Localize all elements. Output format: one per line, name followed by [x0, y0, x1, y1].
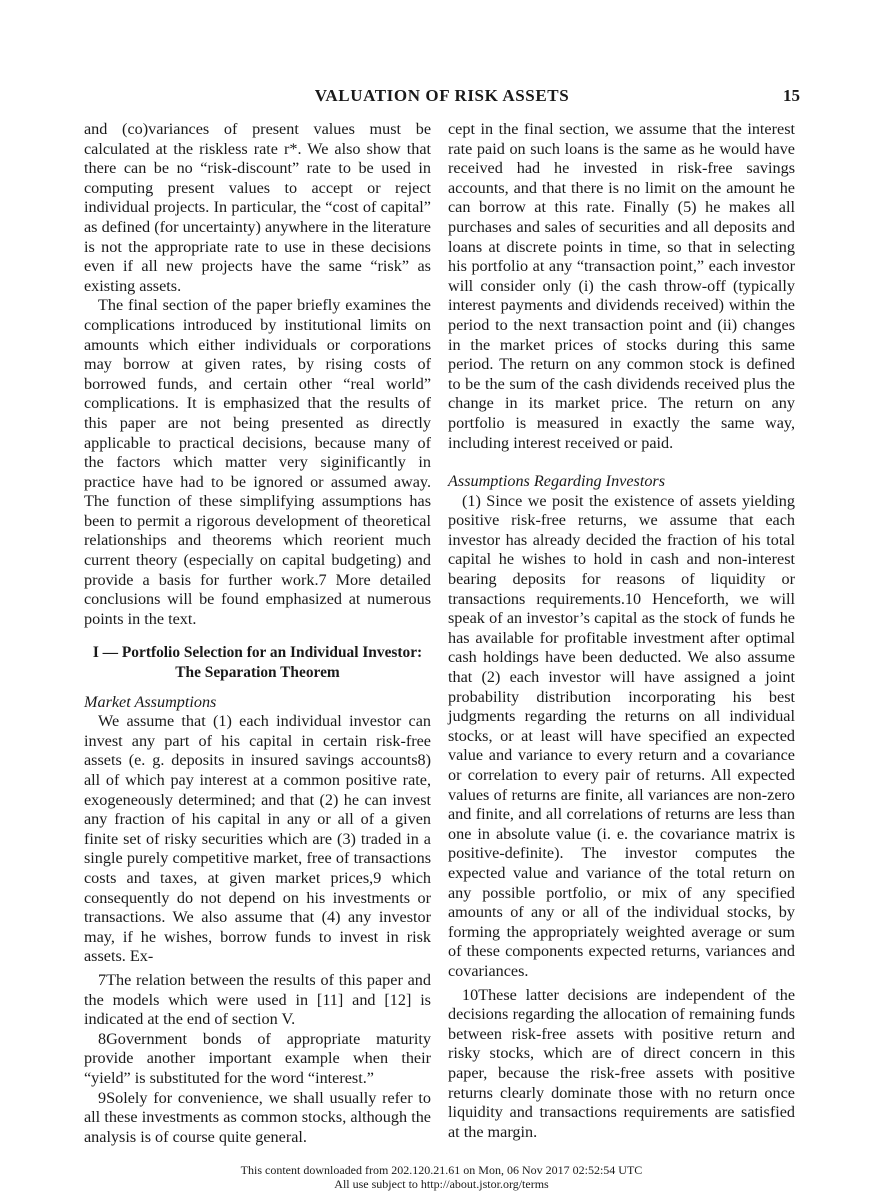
- section-heading-line-1: I — Portfolio Selection for an Individual Investor:: [92, 644, 423, 662]
- right-column: [448, 120, 795, 1142]
- section-heading-line-2: The Separation Theorem: [175, 664, 340, 682]
- article-title: VALUATION OF RISK ASSETS: [314, 86, 570, 105]
- footnote-8: 8Government bonds of appropriate maturity provide another important example when their “yield” is substituted for the word “interest.”: [84, 1029, 431, 1087]
- left-paragraph-3: We assume that (1) each individual investor can invest any part of his capital in certain risk-free assets (e. g. deposits in insured savings accounts8) all of which pay interest at a common positive rate, exogeneously determined; and that (2) he can invest any fraction of his capital in any or all of a given finite set of risky securities which are (3) traded in a single purely competitive market, free of transactions costs and taxes, at given market prices,9 which consequently do not depend on his investments or transactions. We also assume that (4) any investor may, if he wishes, borrow funds to invest in risk assets. Ex-: [84, 712, 431, 966]
- right-footnotes: [448, 986, 795, 1143]
- running-head: [84, 86, 800, 108]
- section-heading: [84, 643, 431, 682]
- subheading-market-assumptions: Market Assumptions: [84, 692, 217, 711]
- right-paragraph-1: cept in the final section, we assume that the interest rate paid on such loans is the same as he would have received had he invested in risk-free savings accounts, and that there is no limit on the amount he can borrow at this rate. Finally (5) he makes all purchases and sales of securities and all deposits and loans at discrete points in time, so that in selecting his portfolio at any “transaction point,” each investor will consider only (i) the cash throw-off (typically interest payments and dividends received) within the period to the next transaction point and (ii) changes in the market prices of stocks during this same period. The return on any common stock is defined to be the sum of the cash dividends received plus the change in its market price. The return on any portfolio is measured in exactly the same way, including interest received or paid.: [448, 120, 795, 452]
- terms-of-use-line: All use subject to http://about.jstor.org/terms: [334, 1177, 549, 1191]
- footnote-7: 7The relation between the results of this paper and the models which were used in [11] and [12] is indicated at the end of section V.: [84, 970, 431, 1029]
- download-notice-line-1: This content downloaded from 202.120.21.61 on Mon, 06 Nov 2017 02:52:54 UTC: [240, 1163, 643, 1177]
- right-paragraph-2: (1) Since we posit the existence of assets yielding positive risk-free returns, we assume that each investor has already decided the fraction of his total capital he wishes to hold in cash and non-interest bearing deposits for reasons of liquidity or transactions requirements.10 Henceforth, we will speak of an investor’s capital as the stock of funds he has available for profitable investment after optimal cash holdings have been deducted. We also assume that (2) each investor will have assigned a joint probability distribution incorporating his best judgments regarding the returns on all individual stocks, or at least will have specified an expected value and variance to every return and a covariance or correlation to every pair of returns. All expected values of returns are finite, all variances are non-zero and finite, and all correlations of returns are less than one in absolute value (i. e. the covariance matrix is positive-definite). The investor computes the expected value and variance of the total return on any possible portfolio, or mix of any specified amounts of any or all of the individual stocks, by forming the appropriately weighted average or sum of these components expected returns, variances and covariances.: [448, 491, 795, 980]
- left-paragraph-1: and (co)variances of present values must be calculated at the riskless rate r*. We also show that there can be no “risk-discount” rate to be used in computing present values to accept or reject individual projects. In particular, the “cost of capital” as defined (for uncertainty) anywhere in the literature is not the appropriate rate to use in these decisions even if all new projects have the same “risk” as existing assets.: [84, 120, 431, 295]
- left-paragraph-2: The final section of the paper briefly examines the complications introduced by institutional limits on amounts which either individuals or corporations may borrow at given rates, by rising costs of borrowed funds, and certain other “real world” complications. It is emphasized that the results of this paper are not being presented as directly applicable to practical decisions, because many of the factors which matter very siginificantly in practice have had to be ignored or assumed away. The function of these simplifying assumptions has been to permit a rigorous development of theoretical relationships and theorems which reorient much current theory (especially on capital budgeting) and provide a basis for further work.7 More detailed conclusions will be found emphasized at numerous points in the text.: [84, 296, 431, 628]
- subheading-investor-assumptions: Assumptions Regarding Investors: [448, 472, 666, 491]
- left-footnotes: [84, 971, 431, 1147]
- footnote-9: 9Solely for convenience, we shall usually refer to all these investments as common stocks, although the analysis is of course quite general.: [84, 1088, 431, 1146]
- page-number: 15: [783, 86, 800, 105]
- left-column: [84, 120, 431, 1147]
- footnote-10: 10These latter decisions are independent of the decisions regarding the allocation of remaining funds between risk-free assets with positive return and risky stocks, which are of direct concern in this paper, because the risk-free assets with positive returns clearly dominate those with no return once liquidity and transactions requirements are satisfied at the margin.: [448, 985, 795, 1141]
- download-notice: [0, 1163, 883, 1191]
